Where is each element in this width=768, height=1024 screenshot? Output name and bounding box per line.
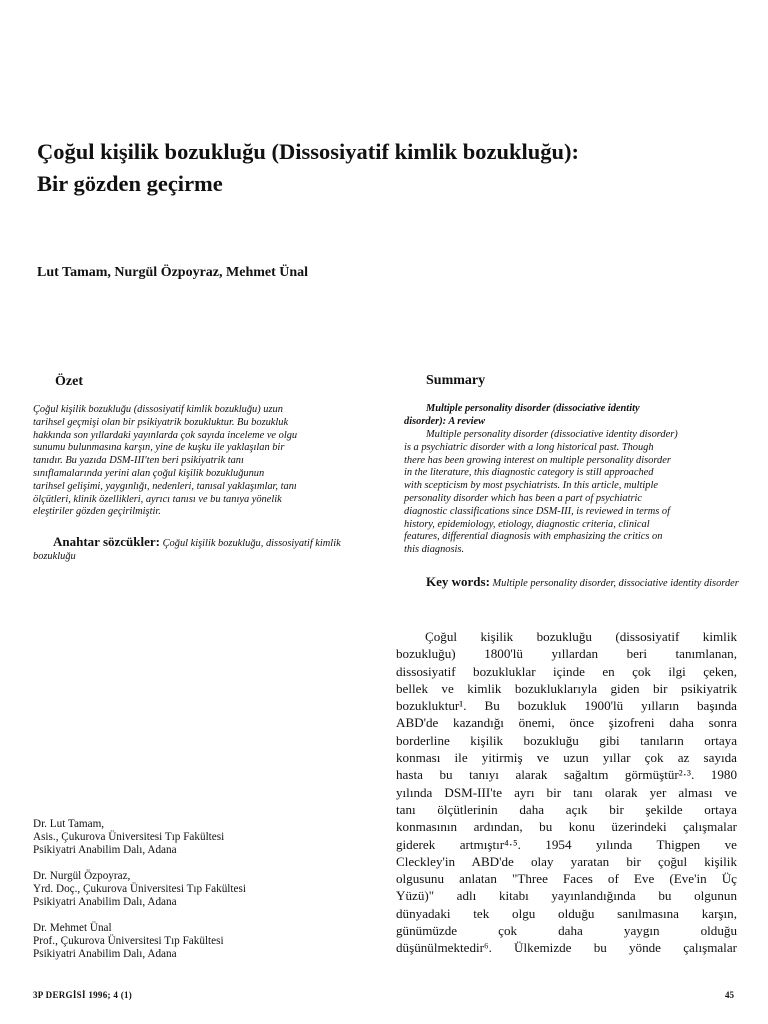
summary-line: history, epidemiology, etiology, diagnostic criteria, clinical [404, 518, 650, 530]
summary-line: there has been growing interest on multiple personality disorder [404, 454, 671, 466]
summary-line: features, differential diagnosis with emphasizing the critics on [404, 531, 663, 543]
affiliation-name: Dr. Nurgül Özpoyraz, [33, 870, 131, 882]
summary-keywords-label: Key words: [426, 574, 490, 589]
summary-title-line: disorder): A review [404, 415, 485, 427]
body-line: bozukluktur¹. Bu bozukluk 1900'lü yılların başında [396, 698, 737, 714]
author-list: Lut Tamam, Nurgül Özpoyraz, Mehmet Ünal [37, 265, 309, 280]
body-line: yılında DSM-III'te ayrı bir tanı olarak yer alması ve [396, 784, 737, 800]
title-line-2: Bir gözden geçirme [37, 171, 223, 196]
ozet-keywords-label: Anahtar sözcükler: [53, 534, 161, 549]
ozet-abstract [33, 404, 368, 519]
body-line: Çoğul kişilik bozukluğu (dissosiyatif kimlik [425, 629, 737, 644]
body-line: konması ile yitirmiş ve uzun yıllar çok az sayıda [396, 750, 737, 766]
ozet-line: sınıflamalarında yerini alan çoğul kişilik bozukluğunun [33, 467, 265, 479]
body-line: bellek ve kimlik bozukluklarıyla giden bir psikiyatrik [396, 680, 737, 696]
ozet-line: eleştiriler gözden geçirilmiştir. [33, 506, 161, 518]
body-line: ABD'de kazandığı önemi, önce şizofreni daha sonra [396, 715, 737, 731]
body-line: tanı ölçütlerinin daha açık bir şekilde ortaya [396, 801, 737, 817]
summary-line: diagnostic classifications since DSM-III, is reviewed in terms of [404, 505, 670, 517]
summary-title-line: Multiple personality disorder (dissociative identity [426, 403, 640, 414]
affiliation-3 [33, 922, 224, 961]
affiliation-department: Psikiyatri Anabilim Dalı, Adana [33, 947, 177, 960]
summary-abstract [404, 429, 738, 557]
affiliation-name: Dr. Mehmet Ünal [33, 922, 112, 934]
ozet-keywords [33, 536, 373, 564]
affiliation-name: Dr. Lut Tamam, [33, 818, 105, 830]
body-line: olgusunu anlatan "Three Faces of Eve (Eve'in Üç [396, 871, 737, 887]
affiliation-department: Psikiyatri Anabilim Dalı, Adana [33, 895, 177, 908]
title-line-1: Çoğul kişilik bozukluğu (Dissosiyatif kimlik bozukluğu): [37, 139, 580, 164]
ozet-heading: Özet [55, 374, 83, 389]
ozet-line: tanıdır. Bu yazıda DSM-III'ten beri psikiyatrik tanı [33, 455, 244, 467]
body-line: Yüzü)" adlı kitabı yayınlandığında bu olgunun [396, 888, 737, 904]
ozet-line: sunumu bulunmasına karşın, yine de kuşku ile yaklaşılan bir [33, 442, 285, 454]
affiliation-2 [33, 870, 246, 909]
ozet-line: tarihsel gelişimi, yaygınlığı, nedenleri, tanısal yaklaşımlar, tanı [33, 480, 297, 492]
affiliation-position: Prof., Çukurova Üniversitesi Tıp Fakültesi [33, 934, 224, 947]
ozet-line: ölçütleri, klinik özellikleri, ayrıcı tanısı ve bu tanıya yönelik [33, 493, 282, 505]
body-line: hasta bu tanıyı alarak sağaltım görmüştür²·³. 1980 [396, 767, 737, 783]
body-line: günümüzde çok daha yaygın olduğu [396, 923, 737, 939]
body-text [396, 628, 737, 957]
summary-line: in the literature, this diagnostic category is still approached [404, 467, 654, 479]
summary-title [404, 403, 738, 429]
page-number: 45 [725, 990, 734, 1000]
article-title [37, 136, 737, 200]
summary-keywords-value: Multiple personality disorder, dissociative identity disorder [492, 578, 739, 589]
summary-line: this diagnosis. [404, 544, 465, 556]
summary-line: personality disorder which has been a part of psychiatric [404, 492, 642, 504]
body-line: giderek artmıştır⁴·⁵. 1954 yılında Thigpen ve [396, 836, 737, 852]
journal-footer: 3P DERGİSİ 1996; 4 (1) [33, 990, 133, 1000]
summary-line: with scepticism by most psychiatrists. In this article, multiple [404, 480, 658, 492]
body-line: düşünülmektedir⁶. Ülkemizde bu yönde çalışmalar [396, 940, 737, 956]
body-line: borderline kişilik bozukluğu gibi tanıların ortaya [396, 732, 737, 748]
body-line: Cleckley'in ABD'de olay yaratan bir çoğul kişilik [396, 853, 737, 869]
affiliation-position: Asis., Çukurova Üniversitesi Tıp Fakültesi [33, 830, 225, 843]
affiliation-position: Yrd. Doç., Çukurova Üniversitesi Tıp Fakültesi [33, 882, 246, 895]
affiliation-1 [33, 818, 224, 857]
ozet-keywords-value: Çoğul kişilik bozukluğu, dissosiyatif kimlik bozukluğu [33, 538, 341, 562]
summary-keywords [404, 576, 740, 591]
body-line: konmasının ardından, bu konu üzerindeki çalışmalar [396, 819, 737, 835]
body-line: dünyadaki tek olgu olduğu sanılmasına karşın, [396, 905, 737, 921]
ozet-line: hakkında son yıllardaki yayınlarda çok sayıda inceleme ve olgu [33, 429, 298, 441]
ozet-line: Çoğul kişilik bozukluğu (dissosiyatif kimlik bozukluğu) uzun [33, 404, 283, 415]
summary-line: is a psychiatric disorder with a long historical past. Though [404, 441, 654, 453]
affiliation-department: Psikiyatri Anabilim Dalı, Adana [33, 843, 177, 856]
summary-heading: Summary [426, 373, 486, 388]
ozet-line: tarihsel geçmişi olan bir psikiyatrik bozukluktur. Bu bozukluk [33, 416, 289, 428]
body-line: bozukluğu) 1800'lü yıllardan beri tanımlanan, [396, 646, 737, 662]
summary-line: Multiple personality disorder (dissociative identity disorder) [426, 429, 678, 440]
body-line: dissosiyatif bozukluklar içinde en çok ilgi çeken, [396, 663, 737, 679]
